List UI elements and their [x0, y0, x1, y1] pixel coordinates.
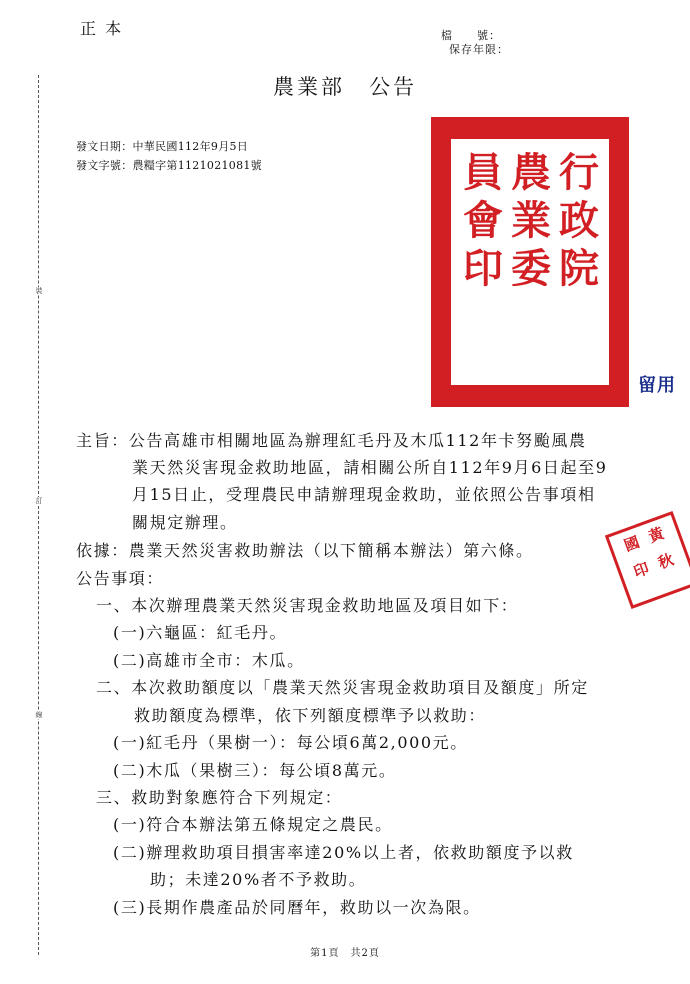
seal-column-2: 農 業 委 [511, 149, 551, 292]
basis-line: 依據：農業天然災害救助辦法（以下簡稱本辦法）第六條。 [76, 541, 534, 560]
usage-stamp: 留用 [638, 375, 676, 396]
subject-line-1: 主旨：公告高雄市相關地區為辦理紅毛丹及木瓜112年卡努颱風農 [76, 431, 587, 450]
item-1-2: (二)高雄市全市：木瓜。 [113, 651, 305, 670]
item-1: 一、本次辦理農業天然災害現金救助地區及項目如下： [96, 596, 519, 615]
binding-mark-zhuang: 裝 [35, 287, 43, 295]
file-number-label: 檔 號： [441, 29, 501, 42]
binding-line [38, 75, 39, 955]
binding-mark-ding: 訂 [35, 497, 43, 505]
item-1-1: (一)六龜區：紅毛丹。 [113, 623, 288, 642]
item-2-line-2: 救助額度為標準，依下列額度標準予以救助： [134, 706, 487, 725]
subject-line-3: 月15日止，受理農民申請辦理現金救助，並依照公告事項相 [132, 485, 596, 504]
personal-seal [605, 511, 690, 609]
small-seal-char-3: 國 [621, 532, 642, 555]
seal-column-1: 行 政 院 [559, 149, 599, 292]
original-copy-label: 正 本 [80, 19, 124, 38]
retention-period-label: 保存年限： [449, 43, 509, 56]
item-3-2-line-1: (二)辦理救助項目損害率達20%以上者，依救助額度予以救 [113, 843, 574, 862]
subject-line-2: 業天然災害現金救助地區，請相關公所自112年9月6日起至9 [132, 458, 608, 477]
subject-line-4: 關規定辦理。 [132, 513, 238, 532]
item-2-1: (一)紅毛丹（果樹一）：每公頃6萬2,000元。 [113, 733, 468, 752]
official-seal [431, 117, 629, 407]
item-2-2: (二)木瓜（果樹三）：每公頃8萬元。 [113, 761, 397, 780]
small-seal-char-2: 秋 [655, 550, 676, 573]
item-3-3: (三)長期作農產品於同曆年，救助以一次為限。 [113, 898, 481, 917]
document-number: 發文字號：農糧字第1121021081號 [76, 159, 262, 172]
small-seal-char-4: 印 [631, 559, 652, 582]
seal-column-3: 員 會 印 [463, 149, 503, 292]
small-seal-char-1: 黃 [646, 524, 667, 547]
items-heading: 公告事項： [76, 569, 165, 588]
item-3: 三、救助對象應符合下列規定： [96, 788, 343, 807]
page-number: 第1頁 共2頁 [310, 948, 380, 959]
item-3-1: (一)符合本辦法第五條規定之農民。 [113, 815, 393, 834]
issue-date: 發文日期：中華民國112年9月5日 [76, 140, 249, 153]
document-title: 農業部 公告 [273, 75, 417, 99]
binding-mark-xian: 線 [35, 711, 43, 719]
item-2-line-1: 二、本次救助額度以「農業天然災害現金救助項目及額度」所定 [96, 678, 589, 697]
item-3-2-line-2: 助；未達20%者不予救助。 [150, 870, 367, 889]
